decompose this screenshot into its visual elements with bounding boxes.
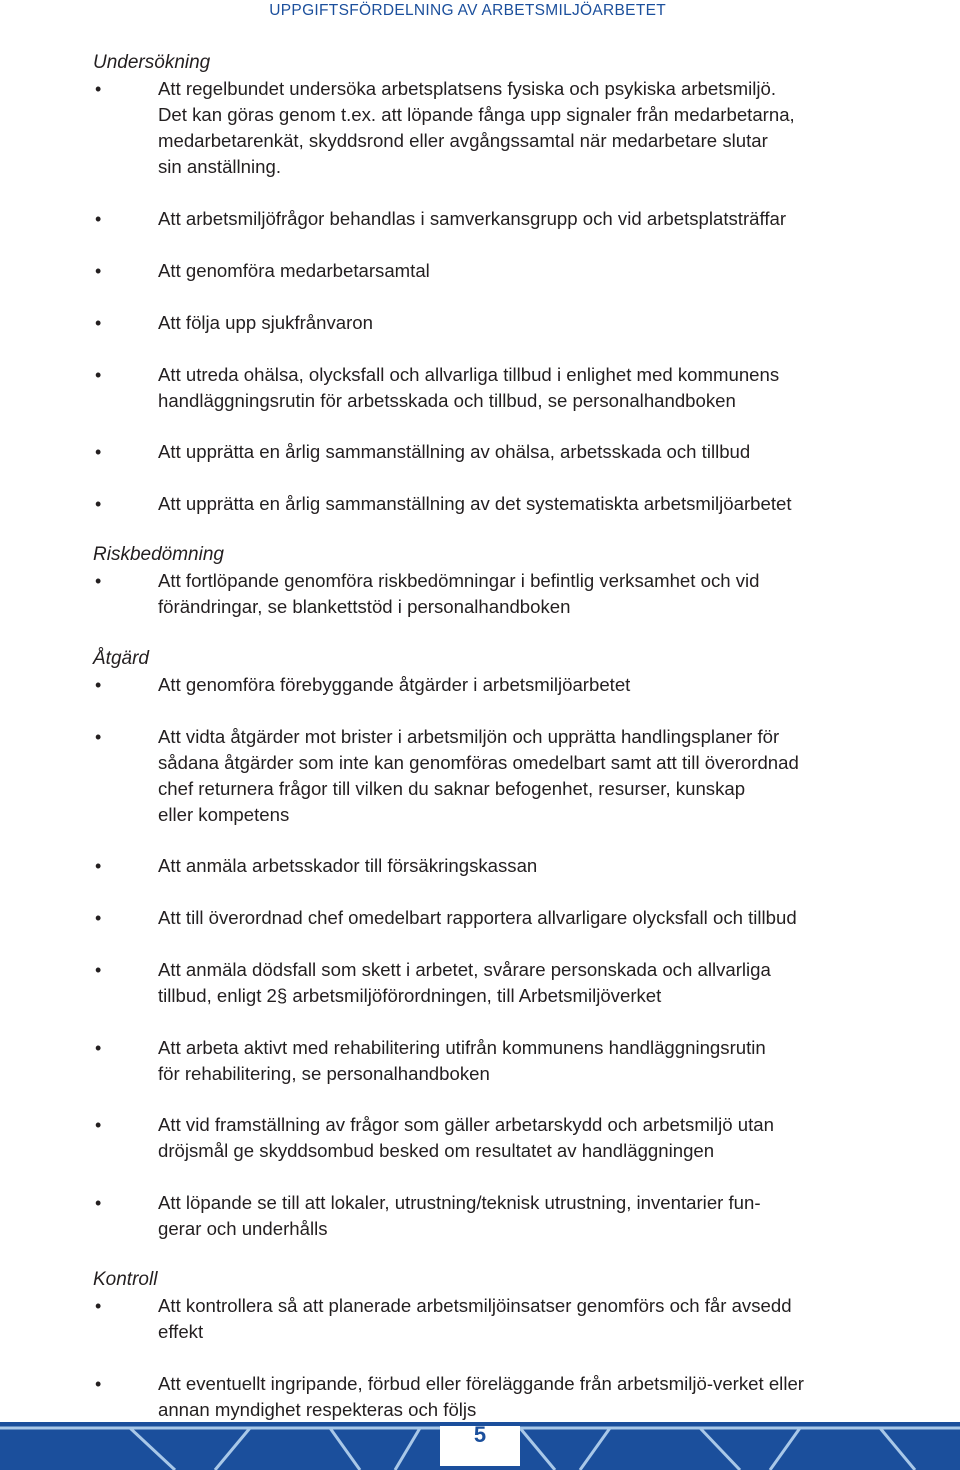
bullet-icon: • [95,571,102,591]
bullet-icon: • [95,1038,102,1058]
list-item-text: Att löpande se till att lokaler, utrustning/teknisk utrustning, inventarier fun- gerar och underhålls [158,1192,761,1239]
list-item-text: Att följa upp sjukfrånvaron [158,312,373,333]
list-item-text: Att arbetsmiljöfrågor behandlas i samverkansgrupp och vid arbetsplatsträffar [158,208,787,229]
bullet-icon: • [95,1296,102,1316]
list-item-text: Att anmäla dödsfall som skett i arbetet, svårare personskada och allvarliga tillbud, enligt 2§ arbetsmiljöförordningen, till Arbetsmiljöverket [158,959,771,1006]
bullet-icon: • [95,261,102,281]
list-item-text: Att vidta åtgärder mot brister i arbetsmiljön och upprätta handlingsplaner för sådana åtgärder som inte kan genomföras omedelbart samt att till överordnad chef returnera frågor till vilken du saknar befogenhet, resurser, kunskap eller kompetens [158,726,799,825]
bullet-icon: • [95,1193,102,1213]
list-item-text: Att upprätta en årlig sammanställning av ohälsa, arbetsskada och tillbud [158,441,751,462]
list-item-text: Att eventuellt ingripande, förbud eller föreläggande från arbetsmiljö-verket eller annan myndighet respekteras och följs [158,1373,804,1420]
list-item-text: Att vid framställning av frågor som gäller arbetarskydd och arbetsmiljö utan dröjsmål ge skyddsombud besked om resultatet av handläggningen [158,1114,774,1161]
bullet-icon: • [95,365,102,385]
bullet-icon: • [95,727,102,747]
running-header: UPPGIFTSFÖRDELNING AV ARBETSMILJÖARBETET [269,2,666,19]
bullet-icon: • [95,856,102,876]
list-item-text: Att upprätta en årlig sammanställning av det systematiskta arbetsmiljöarbetet [158,493,792,514]
bullet-icon: • [95,209,102,229]
list-item-text: Att arbeta aktivt med rehabilitering utifrån kommunens handläggningsrutin för rehabilitering, se personalhandboken [158,1037,766,1084]
list-item-text: Att kontrollera så att planerade arbetsmiljöinsatser genomförs och får avsedd effekt [158,1295,792,1342]
list-item-text: Att genomföra förebyggande åtgärder i arbetsmiljöarbetet [158,674,631,695]
section-heading-riskbedomning: Riskbedömning [93,544,224,565]
bullet-icon: • [95,675,102,695]
bullet-icon: • [95,1374,102,1394]
bullet-icon: • [95,908,102,928]
bullet-icon: • [95,313,102,333]
section-heading-kontroll: Kontroll [93,1269,158,1290]
section-heading-atgard: Åtgärd [93,648,149,669]
section-heading-undersokning: Undersökning [93,52,211,73]
bullet-icon: • [95,960,102,980]
bullet-icon: • [95,494,102,514]
list-item-text: Att utreda ohälsa, olycksfall och allvarliga tillbud i enlighet med kommunens handläggningsrutin för arbetsskada och tillbud, se personalhandboken [158,364,780,411]
list-item-text: Att anmäla arbetsskador till försäkringskassan [158,855,538,876]
list-item-text: Att genomföra medarbetarsamtal [158,260,430,281]
list-item-text: Att fortlöpande genomföra riskbedömningar i befintlig verksamhet och vid förändringar, se blankettstöd i personalhandboken [158,570,760,617]
page-number: 5 [473,1422,487,1447]
bullet-icon: • [95,1115,102,1135]
bullet-icon: • [95,79,102,99]
bullet-icon: • [95,442,102,462]
list-item-text: Att till överordnad chef omedelbart rapportera allvarligare olycksfall och tillbud [158,907,797,928]
list-item-text: Att regelbundet undersöka arbetsplatsens fysiska och psykiska arbetsmiljö. Det kan göras genom t.ex. att löpande fånga upp signaler från medarbetarna, medarbetarenkät, skyddsrond eller avgångssamtal när medarbetare slutar sin anställning. [158,78,795,177]
